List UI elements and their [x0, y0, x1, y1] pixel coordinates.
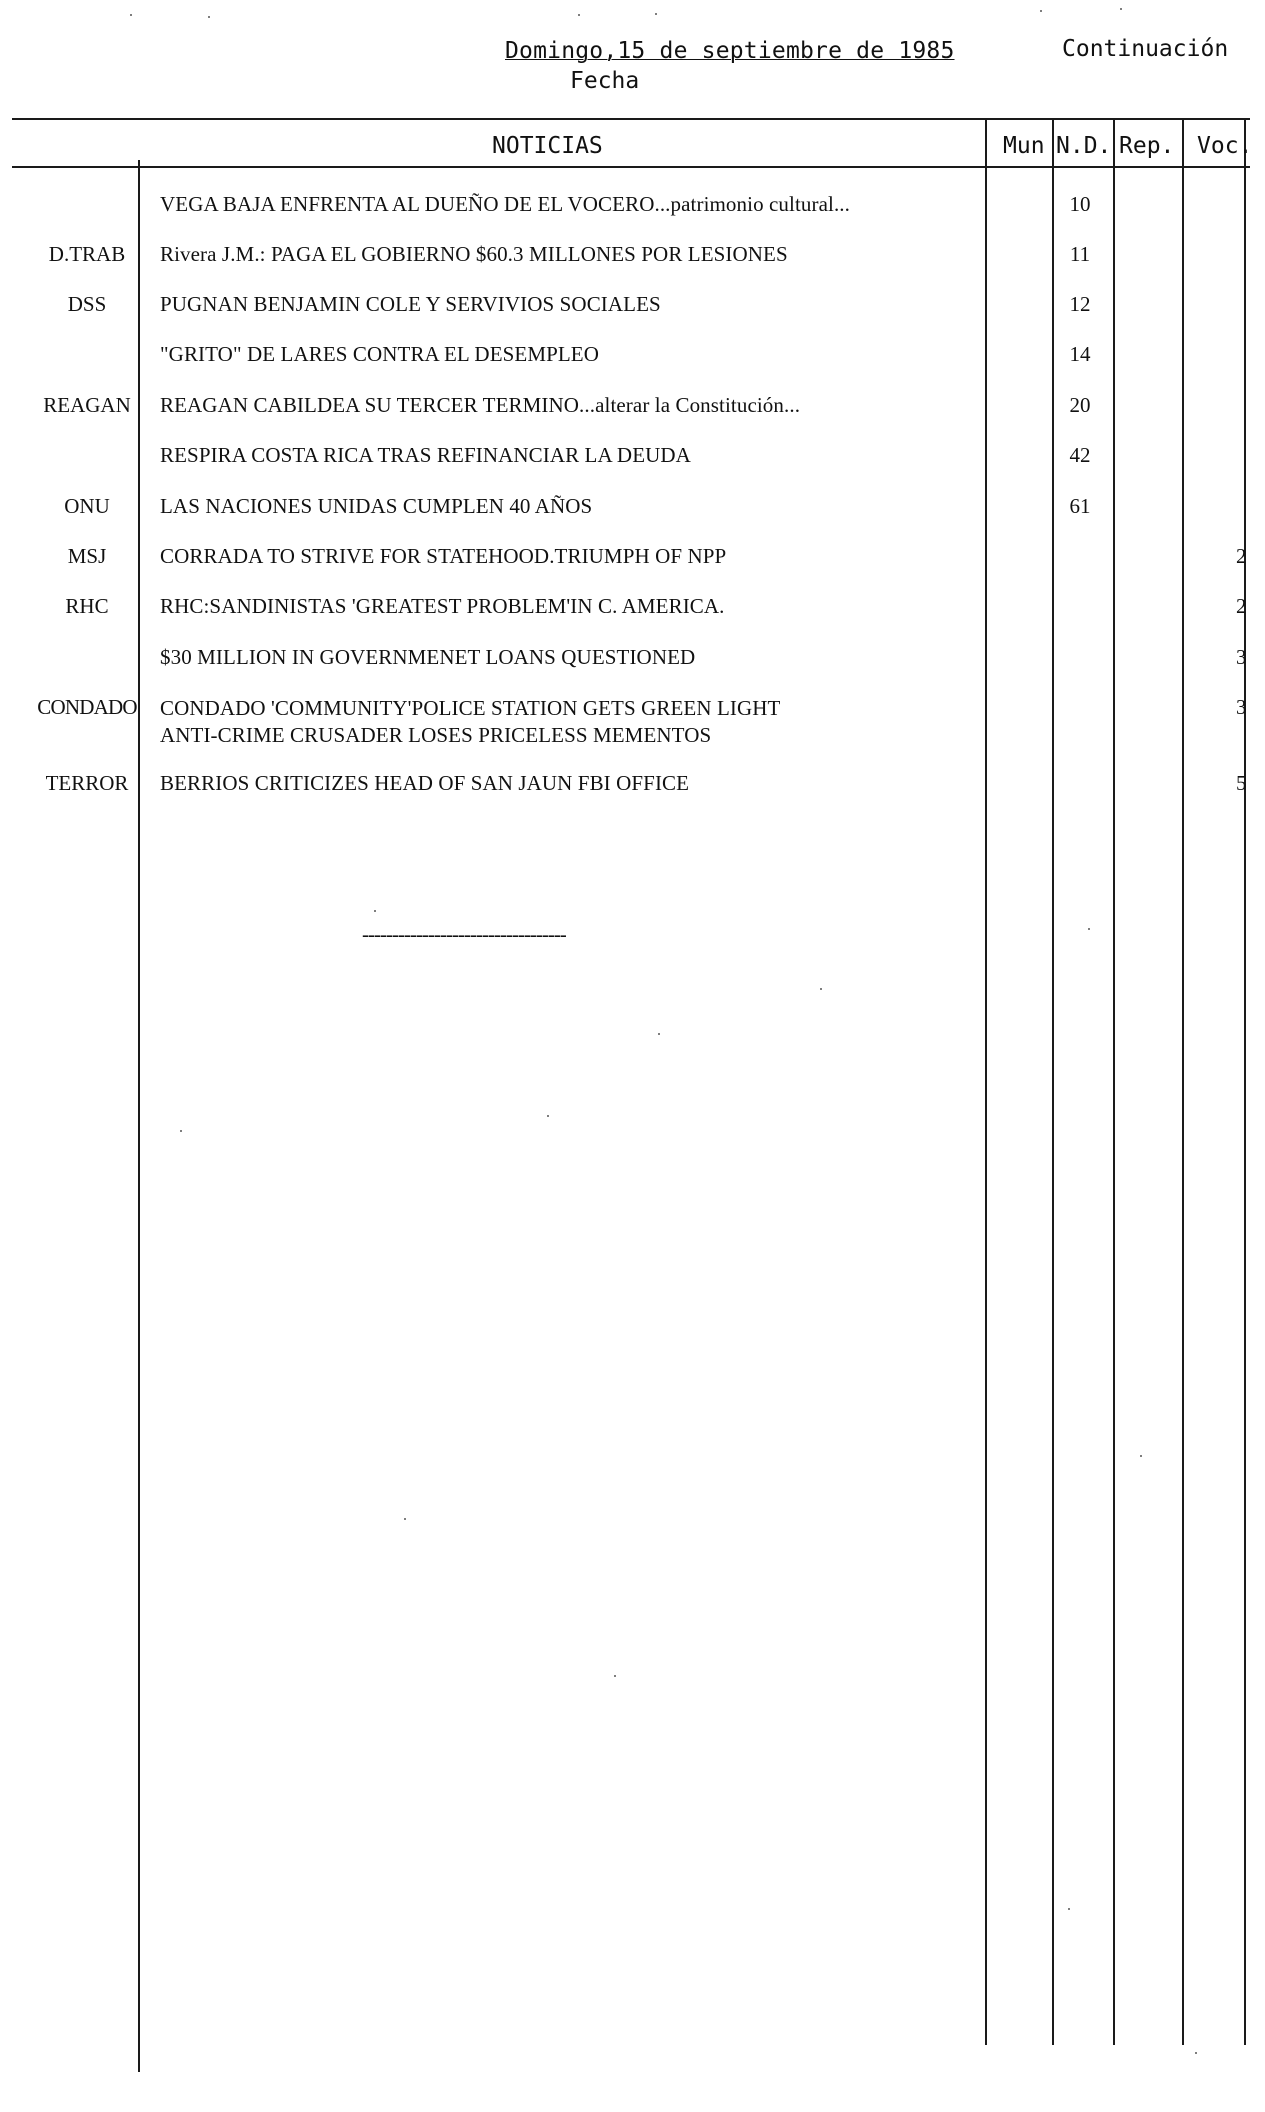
row-code: CONDADO: [37, 695, 137, 719]
row-headline: [160, 192, 850, 217]
row-headline: [160, 242, 788, 267]
row-voc-page: 2: [1236, 594, 1247, 618]
noticias-column-header: NOTICIAS: [492, 133, 603, 159]
headline-text: "GRITO" DE LARES CONTRA EL DESEMPLEO: [160, 342, 600, 366]
row-code: TERROR: [45, 771, 129, 795]
row-nd-page: 61: [1069, 494, 1091, 518]
headline-text: CORRADA TO STRIVE FOR STATEHOOD.TRIUMPH OF NPP: [160, 544, 727, 568]
row-headline: [160, 342, 599, 367]
voc-column-divider: [1244, 120, 1246, 2045]
scan-speck: [820, 988, 822, 990]
row-headline: [160, 393, 800, 418]
row-code: RHC: [65, 594, 109, 618]
nd-column-divider: [1113, 120, 1115, 2045]
row-nd-page: 20: [1069, 393, 1091, 417]
row-code: MSJ: [67, 544, 107, 568]
row-voc-page: 2: [1236, 544, 1247, 568]
headline-text: RESPIRA COSTA RICA TRAS REFINANCIAR LA DEUDA: [160, 443, 691, 467]
row-nd-page: 10: [1069, 192, 1091, 216]
scan-speck: [547, 1115, 549, 1117]
voc-column-header: Voc.: [1197, 133, 1253, 159]
nd-column-header: N.D.: [1056, 133, 1112, 159]
row-headline: [160, 645, 695, 670]
headline-text: REAGAN CABILDEA SU TERCER TERMINO...alterar la Constitución...: [160, 393, 801, 417]
scan-speck: [578, 14, 580, 16]
row-code: DSS: [67, 292, 107, 316]
row-nd-page: 11: [1069, 242, 1091, 266]
row-code: REAGAN: [43, 393, 131, 417]
scan-speck: [404, 1518, 406, 1520]
row-voc-page: 3: [1236, 695, 1247, 719]
scan-speck: [180, 1130, 182, 1132]
row-code: ONU: [64, 494, 110, 518]
rep-column-header: Rep.: [1119, 133, 1175, 159]
scan-speck: [1068, 1908, 1070, 1910]
header-bottom-rule: [12, 166, 1250, 168]
scan-speck: [1195, 2052, 1197, 2054]
scan-speck: [1120, 8, 1122, 10]
row-nd-page: 14: [1069, 342, 1091, 366]
scan-speck: [208, 16, 210, 18]
row-headline: [160, 594, 725, 619]
scan-speck: [374, 910, 376, 912]
page-date: Domingo,15 de septiembre de 1985: [505, 38, 955, 64]
row-nd-page: 42: [1069, 443, 1091, 467]
scan-speck: [1088, 928, 1090, 930]
scan-speck: [1140, 1455, 1142, 1457]
noticias-column-divider: [985, 120, 987, 2045]
code-column-divider: [138, 160, 140, 2072]
continuation-label: Continuación: [1062, 36, 1229, 62]
row-headline: [160, 771, 689, 796]
headline-text: CONDADO 'COMMUNITY'POLICE STATION GETS GREEN LIGHT: [160, 696, 781, 720]
row-headline: [160, 443, 691, 468]
headline-text: BERRIOS CRITICIZES HEAD OF SAN JAUN FBI OFFICE: [160, 771, 690, 795]
headline-text-second-line: ANTI-CRIME CRUSADER LOSES PRICELESS MEMENTOS: [160, 723, 712, 747]
scan-speck: [1040, 10, 1042, 12]
headline-text: RHC:SANDINISTAS 'GREATEST PROBLEM'IN C. AMERICA.: [160, 594, 725, 618]
scan-speck: [130, 14, 132, 16]
rep-column-divider: [1182, 120, 1184, 2045]
row-headline: [160, 292, 661, 317]
headline-text: LAS NACIONES UNIDAS CUMPLEN 40 AÑOS: [160, 494, 593, 518]
row-headline: [160, 544, 726, 569]
end-of-list-rule: ----------------------------------: [362, 922, 566, 946]
mun-column-header: Mun: [1003, 133, 1045, 159]
row-nd-page: 12: [1069, 292, 1091, 316]
mun-column-divider: [1052, 120, 1054, 2045]
table-top-rule: [12, 118, 1250, 120]
scan-speck: [658, 1033, 660, 1035]
row-voc-page: 5: [1236, 771, 1247, 795]
row-code: D.TRAB: [48, 242, 126, 266]
scan-speck: [655, 13, 657, 15]
row-voc-page: 3: [1236, 645, 1247, 669]
headline-text: $30 MILLION IN GOVERNMENET LOANS QUESTIONED: [160, 645, 696, 669]
headline-text: Rivera J.M.: PAGA EL GOBIERNO $60.3 MILLONES POR LESIONES: [160, 242, 788, 266]
headline-text: PUGNAN BENJAMIN COLE Y SERVIVIOS SOCIALES: [160, 292, 661, 316]
row-headline: [160, 695, 780, 749]
row-headline: [160, 494, 592, 519]
headline-text: VEGA BAJA ENFRENTA AL DUEÑO DE EL VOCERO...patrimonio cultural...: [160, 192, 851, 216]
scan-speck: [614, 1675, 616, 1677]
date-label: Fecha: [570, 68, 640, 94]
